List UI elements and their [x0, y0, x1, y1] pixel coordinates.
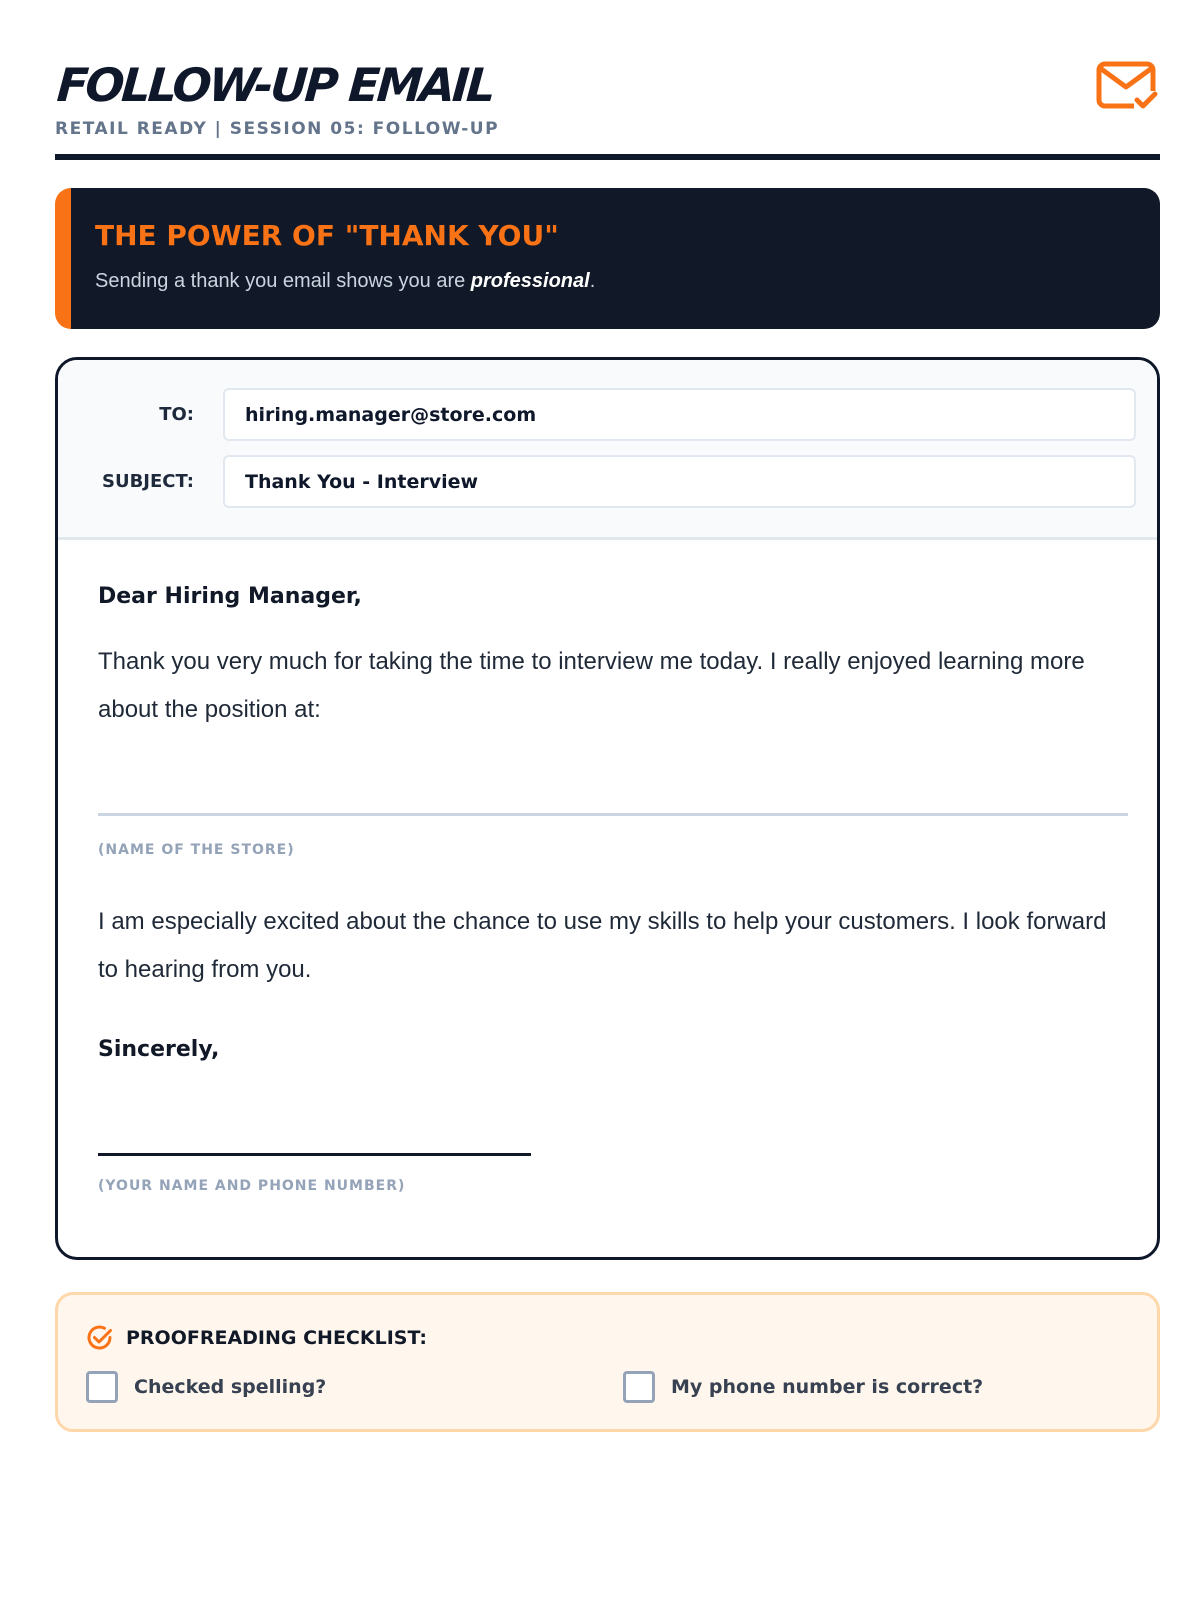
- checklist-item-label: My phone number is correct?: [671, 1376, 984, 1398]
- to-row: [58, 388, 1157, 441]
- banner-text: [95, 268, 1160, 294]
- subject-label: SUBJECT:: [102, 471, 194, 492]
- thank-you-banner: [55, 188, 1160, 329]
- checklist-item-phone[interactable]: [623, 1371, 983, 1403]
- banner-text-after: .: [589, 270, 596, 292]
- banner-text-before: Sending a thank you email shows you are: [95, 270, 471, 292]
- page-header: [55, 55, 1160, 160]
- check-circle-icon: [86, 1324, 114, 1352]
- checklist-title: PROOFREADING CHECKLIST:: [126, 1327, 427, 1349]
- email-paragraph-2: I am especially excited about the chance to use my skills to help your customers. I look forward to hearing from you.: [98, 908, 1107, 983]
- checklist-item-spelling[interactable]: [86, 1371, 326, 1403]
- mail-check-icon: [1096, 59, 1160, 115]
- to-label: TO:: [159, 404, 194, 425]
- email-header-fields: [58, 360, 1157, 540]
- signature-hint: (YOUR NAME AND PHONE NUMBER): [98, 1178, 406, 1194]
- email-greeting: Dear Hiring Manager,: [98, 584, 362, 609]
- signature-blank[interactable]: [98, 1153, 531, 1156]
- checklist-header: [86, 1324, 427, 1352]
- store-name-hint: (NAME OF THE STORE): [98, 842, 295, 858]
- banner-title: THE POWER OF "THANK YOU": [95, 219, 559, 252]
- banner-text-emphasis: professional: [470, 270, 590, 292]
- store-name-blank[interactable]: [98, 813, 1128, 816]
- email-paragraph-1: Thank you very much for taking the time to interview me today. I really enjoyed learning more about the position at:: [98, 648, 1085, 723]
- page-subtitle: RETAIL READY | SESSION 05: FOLLOW-UP: [55, 119, 500, 139]
- checklist-item-label: Checked spelling?: [134, 1376, 327, 1398]
- email-card: [55, 357, 1160, 1260]
- page-title: FOLLOW-UP EMAIL: [55, 58, 495, 112]
- phone-checkbox[interactable]: [623, 1371, 655, 1403]
- to-field[interactable]: hiring.manager@store.com: [223, 388, 1136, 441]
- subject-field[interactable]: Thank You - Interview: [223, 455, 1136, 508]
- spelling-checkbox[interactable]: [86, 1371, 118, 1403]
- email-closing: Sincerely,: [98, 1037, 220, 1062]
- subject-row: [58, 455, 1157, 508]
- proofreading-checklist: [55, 1292, 1160, 1432]
